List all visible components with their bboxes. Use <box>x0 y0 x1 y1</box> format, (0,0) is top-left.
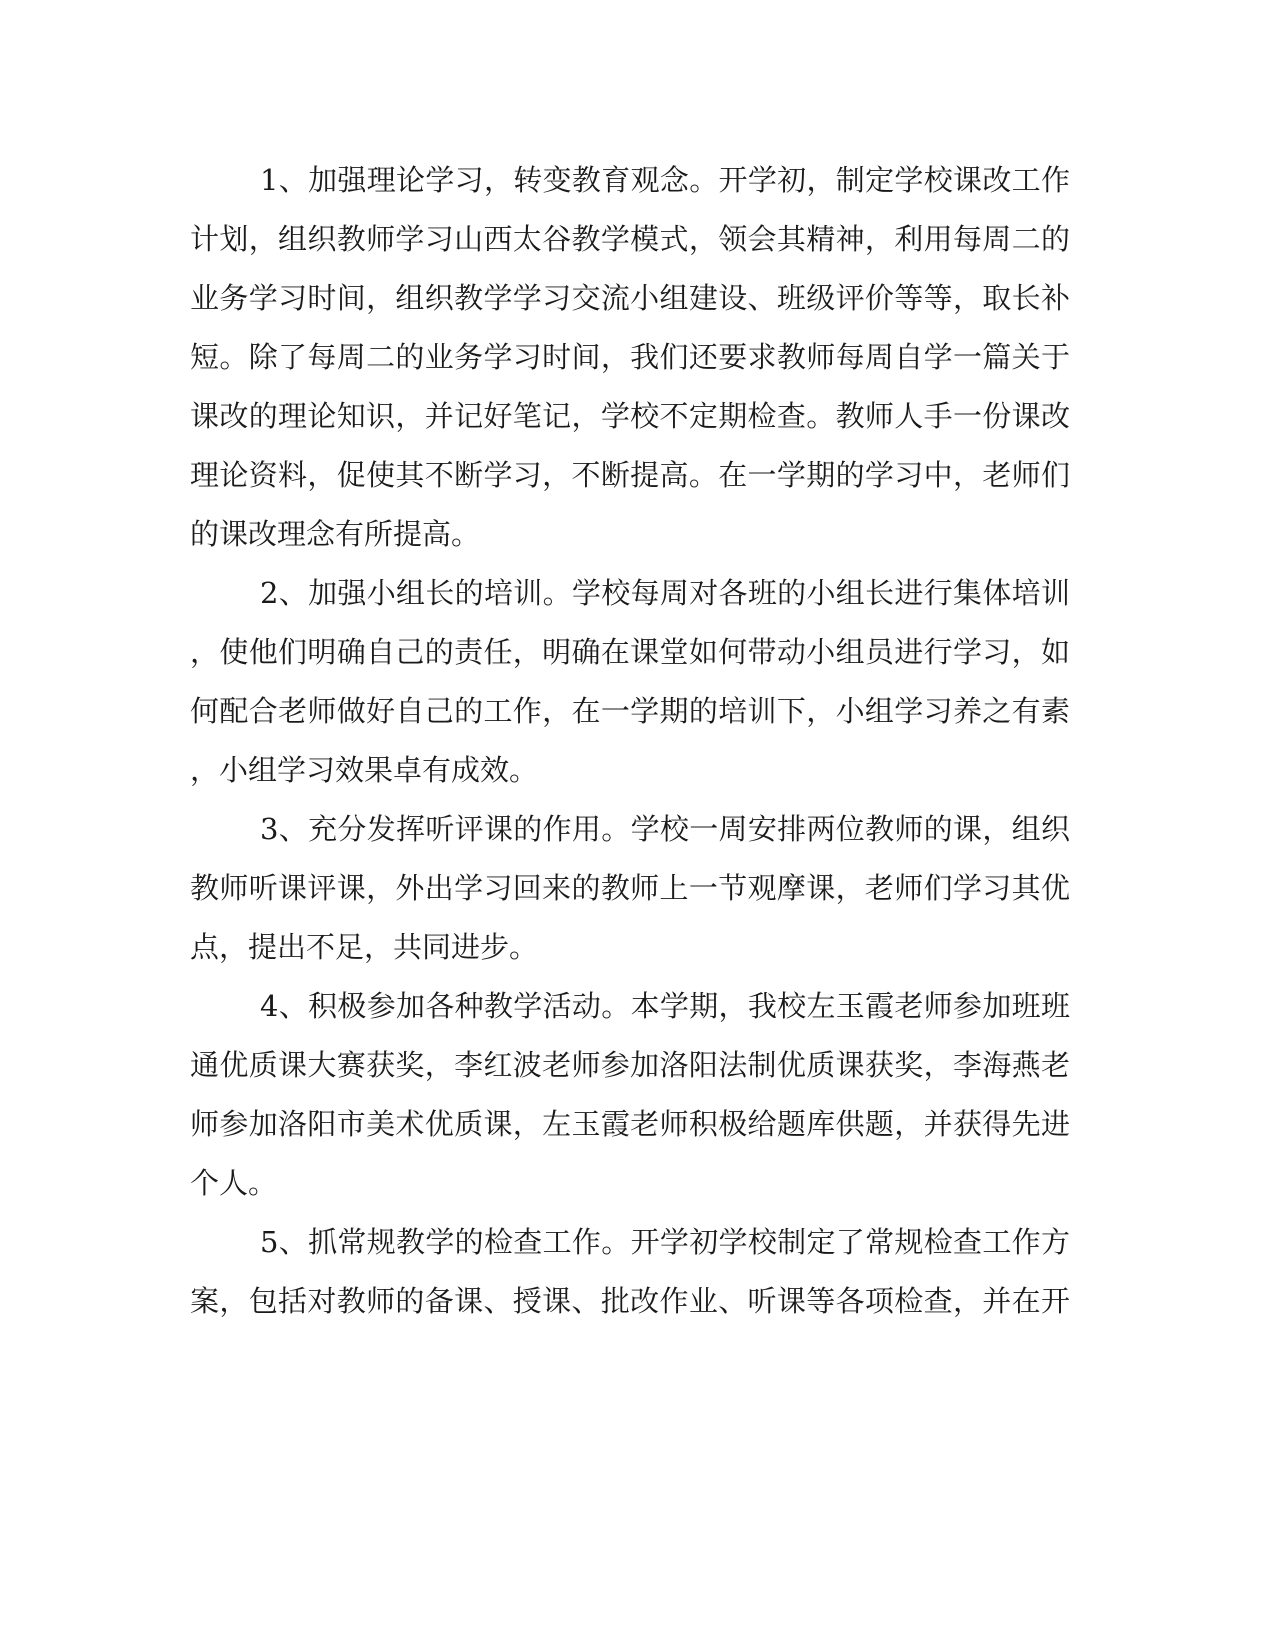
paragraph-4-line-2: 通优质课大赛获奖，李红波老师参加洛阳法制优质课获奖，李海燕老 <box>190 1048 1070 1082</box>
paragraph-1-line-4: 短。除了每周二的业务学习时间，我们还要求教师每周自学一篇关于 <box>190 340 1070 374</box>
paragraph-1-line-6: 理论资料，促使其不断学习，不断提高。在一学期的学习中，老师们 <box>190 458 1070 492</box>
paragraph-3-line-3: 点，提出不足，共同进步。 <box>190 930 539 964</box>
paragraph-2-line-3: 何配合老师做好自己的工作，在一学期的培训下，小组学习养之有素 <box>190 694 1070 728</box>
paragraph-1-line-2: 计划，组织教师学习山西太谷教学模式，领会其精神，利用每周二的 <box>190 222 1070 256</box>
paragraph-1-line-1: 1、加强理论学习，转变教育观念。开学初，制定学校课改工作 <box>260 163 1070 197</box>
paragraph-3-line-2: 教师听课评课，外出学习回来的教师上一节观摩课，老师们学习其优 <box>190 871 1070 905</box>
paragraph-1-line-5: 课改的理论知识，并记好笔记，学校不定期检查。教师人手一份课改 <box>190 399 1070 433</box>
paragraph-2-line-4: ，小组学习效果卓有成效。 <box>190 753 539 787</box>
paragraph-4-line-4: 个人。 <box>190 1166 278 1200</box>
paragraph-2-line-1: 2、加强小组长的培训。学校每周对各班的小组长进行集体培训 <box>260 576 1070 610</box>
paragraph-4-line-3: 师参加洛阳市美术优质课，左玉霞老师积极给题库供题，并获得先进 <box>190 1107 1070 1141</box>
paragraph-1-line-7: 的课改理念有所提高。 <box>190 517 481 551</box>
paragraph-5-line-1: 5、抓常规教学的检查工作。开学初学校制定了常规检查工作方 <box>260 1225 1070 1259</box>
paragraph-4-line-1: 4、积极参加各种教学活动。本学期，我校左玉霞老师参加班班 <box>260 989 1070 1023</box>
paragraph-1-line-3: 业务学习时间，组织教学学习交流小组建设、班级评价等等，取长补 <box>190 281 1070 315</box>
paragraph-5-line-2: 案，包括对教师的备课、授课、批改作业、听课等各项检查，并在开 <box>190 1284 1070 1318</box>
paragraph-3-line-1: 3、充分发挥听评课的作用。学校一周安排两位教师的课，组织 <box>260 812 1070 846</box>
paragraph-2-line-2: ，使他们明确自己的责任，明确在课堂如何带动小组员进行学习，如 <box>190 635 1070 669</box>
